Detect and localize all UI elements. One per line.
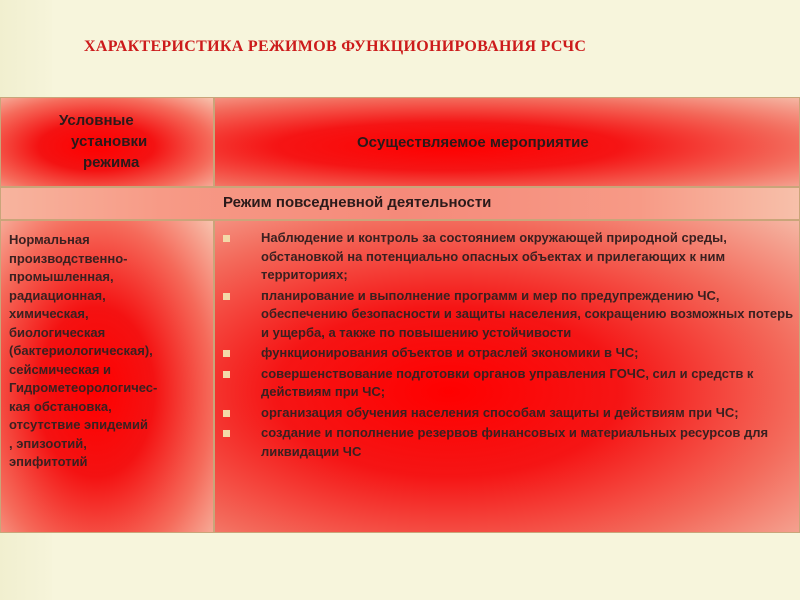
- measure-text: создание и пополнение резервов финансовых и материальных ресурсов для ликвидации ЧС: [261, 425, 769, 459]
- list-item: [223, 344, 795, 363]
- section-row: [0, 187, 800, 220]
- conditions-line: (бактериологическая),: [9, 343, 153, 358]
- conditions-line: сейсмическая и: [9, 361, 112, 377]
- square-bullet-icon: [223, 371, 230, 378]
- conditions-line: отсутствие эпидемий: [9, 417, 148, 432]
- header-conditions-label: [59, 110, 209, 173]
- square-bullet-icon: [223, 350, 230, 357]
- list-item: [223, 424, 795, 461]
- list-item: [223, 365, 795, 402]
- list-item: [223, 287, 795, 343]
- measure-text: планирование и выполнение программ и мер по предупреждению ЧС, обеспечению безопасности и защиты населения, сокращению возможных потерь и ущерба, а также по повышению устойчивости: [261, 287, 794, 340]
- header-conditions-line: Условные: [59, 112, 134, 129]
- conditions-line: производственно-: [9, 250, 128, 266]
- measures-cell: [214, 220, 800, 533]
- section-title: Режим повседневной деятельности: [223, 194, 492, 211]
- conditions-line: биологическая: [9, 324, 106, 340]
- square-bullet-icon: [223, 235, 230, 242]
- header-measures-label: Осуществляемое мероприятие: [357, 134, 589, 151]
- conditions-line: радиационная,: [9, 287, 106, 303]
- square-bullet-icon: [223, 430, 230, 437]
- header-conditions-line: установки: [71, 133, 148, 150]
- measure-text: совершенствование подготовки органов управления ГОЧС, сил и средств к действиям при ЧС;: [261, 365, 754, 399]
- conditions-cell: [0, 220, 214, 533]
- header-conditions-line: режима: [83, 154, 140, 171]
- measure-text: организация обучения населения способам защиты и действиям при ЧС;: [261, 404, 739, 420]
- conditions-line: эпифитотий: [9, 454, 88, 469]
- conditions-line: химическая,: [9, 306, 89, 321]
- conditions-line: Гидрометеорологичес-: [9, 380, 158, 395]
- conditions-line: Нормальная: [9, 232, 90, 247]
- measure-text: Наблюдение и контроль за состоянием окружающей природной среды, обстановкой на потенциально опасных объектах и прилегающих к ним территориях;: [261, 230, 727, 282]
- conditions-line: промышленная,: [9, 269, 114, 284]
- header-measures-cell: [214, 97, 800, 187]
- measure-text: функционирования объектов и отраслей экономики в ЧС;: [261, 345, 639, 360]
- slide-title: ХАРАКТЕРИСТИКА РЕЖИМОВ ФУНКЦИОНИРОВАНИЯ РСЧС: [84, 38, 587, 55]
- regimes-table: [0, 97, 800, 533]
- list-item: [223, 229, 795, 285]
- measures-list: [223, 229, 795, 463]
- square-bullet-icon: [223, 410, 230, 417]
- conditions-line: , эпизоотий,: [9, 435, 87, 451]
- conditions-line: кая обстановка,: [9, 398, 112, 414]
- list-item: [223, 404, 795, 423]
- square-bullet-icon: [223, 293, 230, 300]
- conditions-text: [9, 231, 213, 472]
- header-conditions-cell: [0, 97, 214, 187]
